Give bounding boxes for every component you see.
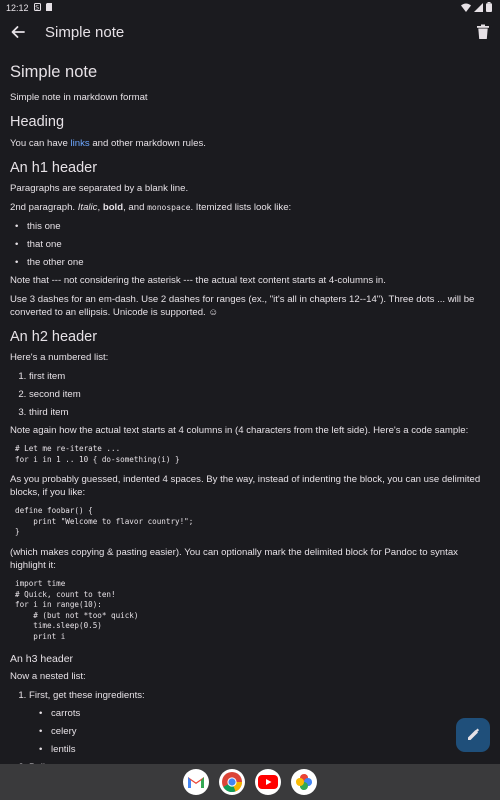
svg-text:S: S (34, 4, 39, 12)
status-right (461, 2, 492, 12)
signal-icon (474, 3, 483, 12)
list-item: • that one (27, 239, 490, 252)
battery-icon (486, 2, 492, 12)
list-item: • carrots (51, 708, 490, 721)
paragraph-note-again: Note again how the actual text starts at 4 columns in (4 characters from the left side). Here's a code sample: (10, 425, 469, 437)
delete-icon[interactable] (476, 24, 490, 40)
paragraph-dashes: Use 3 dashes for an em-dash. Use 2 dashes for ranges (ex., "it's all in chapters 12--14"). Three dots ... will be converted to an ellipsis. Unicode is supported. ☺ (10, 293, 475, 318)
text-span: 2nd paragraph. (10, 202, 78, 214)
paragraph-note: Note that --- not considering the asterisk --- the actual text content starts at 4-columns in. (10, 274, 386, 286)
bullet-list (10, 221, 490, 270)
note-content[interactable] (10, 58, 490, 764)
list-item-text: First, get these ingredients: (29, 689, 145, 701)
wifi-icon (461, 3, 471, 12)
edit-button[interactable] (456, 718, 490, 752)
photos-icon[interactable] (291, 769, 317, 795)
note-title: Simple note (10, 63, 98, 81)
list-item (29, 690, 490, 757)
paragraph-numbered: Here's a numbered list: (10, 352, 109, 364)
h3-header: An h3 header (10, 652, 74, 665)
chrome-icon[interactable] (219, 769, 245, 795)
list-item: 3. third item (29, 407, 490, 420)
links-link[interactable]: links (70, 137, 90, 149)
youtube-icon[interactable] (255, 769, 281, 795)
note-subtitle: Simple note in markdown format (10, 92, 148, 104)
h1-header: An h1 header (10, 159, 98, 176)
text-span: , (97, 202, 103, 214)
paragraph-nested: Now a nested list: (10, 670, 86, 682)
list-item: • lentils (51, 744, 490, 757)
italic-text: Italic (77, 202, 98, 214)
gmail-icon[interactable] (183, 769, 209, 795)
code-block-3: import time # Quick, count to ten! for i in range(10): # (but not *too* quick) time.sleep(0.5) print i (15, 578, 139, 642)
mono-text: monospace (147, 203, 191, 213)
back-arrow-icon[interactable] (10, 24, 26, 40)
status-time: 12:12 (6, 3, 29, 13)
app-dock (0, 764, 500, 800)
list-item: • celery (51, 726, 490, 739)
text-span: . Itemized lists look like: (190, 202, 292, 214)
list-item: 1. first item (29, 371, 490, 384)
paragraph-second (10, 202, 490, 215)
status-bar (0, 0, 500, 16)
app-title: Simple note (45, 24, 125, 41)
paragraph-links (10, 138, 490, 151)
edit-pencil-icon (466, 728, 480, 742)
storage-icon (46, 3, 52, 13)
paragraph-guessed: As you probably guessed, indented 4 spaces. By the way, instead of indenting the block, you can use delimited blocks, if you like: (10, 474, 481, 499)
list-item: • this one (27, 221, 490, 234)
bold-text: bold (102, 202, 124, 214)
code-block-2: define foobar() { print "Welcome to flavor country!"; } (15, 506, 194, 537)
sim-icon (34, 3, 41, 13)
app-bar (0, 16, 500, 50)
ingredients-list (29, 708, 490, 757)
list-item: • the other one (27, 257, 490, 270)
h2-header: An h2 header (10, 328, 98, 345)
nested-numbered-list (10, 690, 490, 775)
code-block-1: # Let me re-iterate ... for i in 1 .. 10 { do-something(i) } (15, 444, 180, 464)
list-item: 2. second item (29, 389, 490, 402)
text-span: You can have (10, 137, 71, 149)
paragraph-separated: Paragraphs are separated by a blank line. (10, 183, 189, 195)
text-span: , and (123, 202, 148, 214)
heading-heading: Heading (10, 114, 65, 131)
paragraph-copying: (which makes copying & pasting easier). You can optionally mark the delimited block for Pandoc to syntax highlight it: (10, 547, 458, 571)
text-span: and other markdown rules. (89, 137, 206, 149)
numbered-list (10, 371, 490, 420)
